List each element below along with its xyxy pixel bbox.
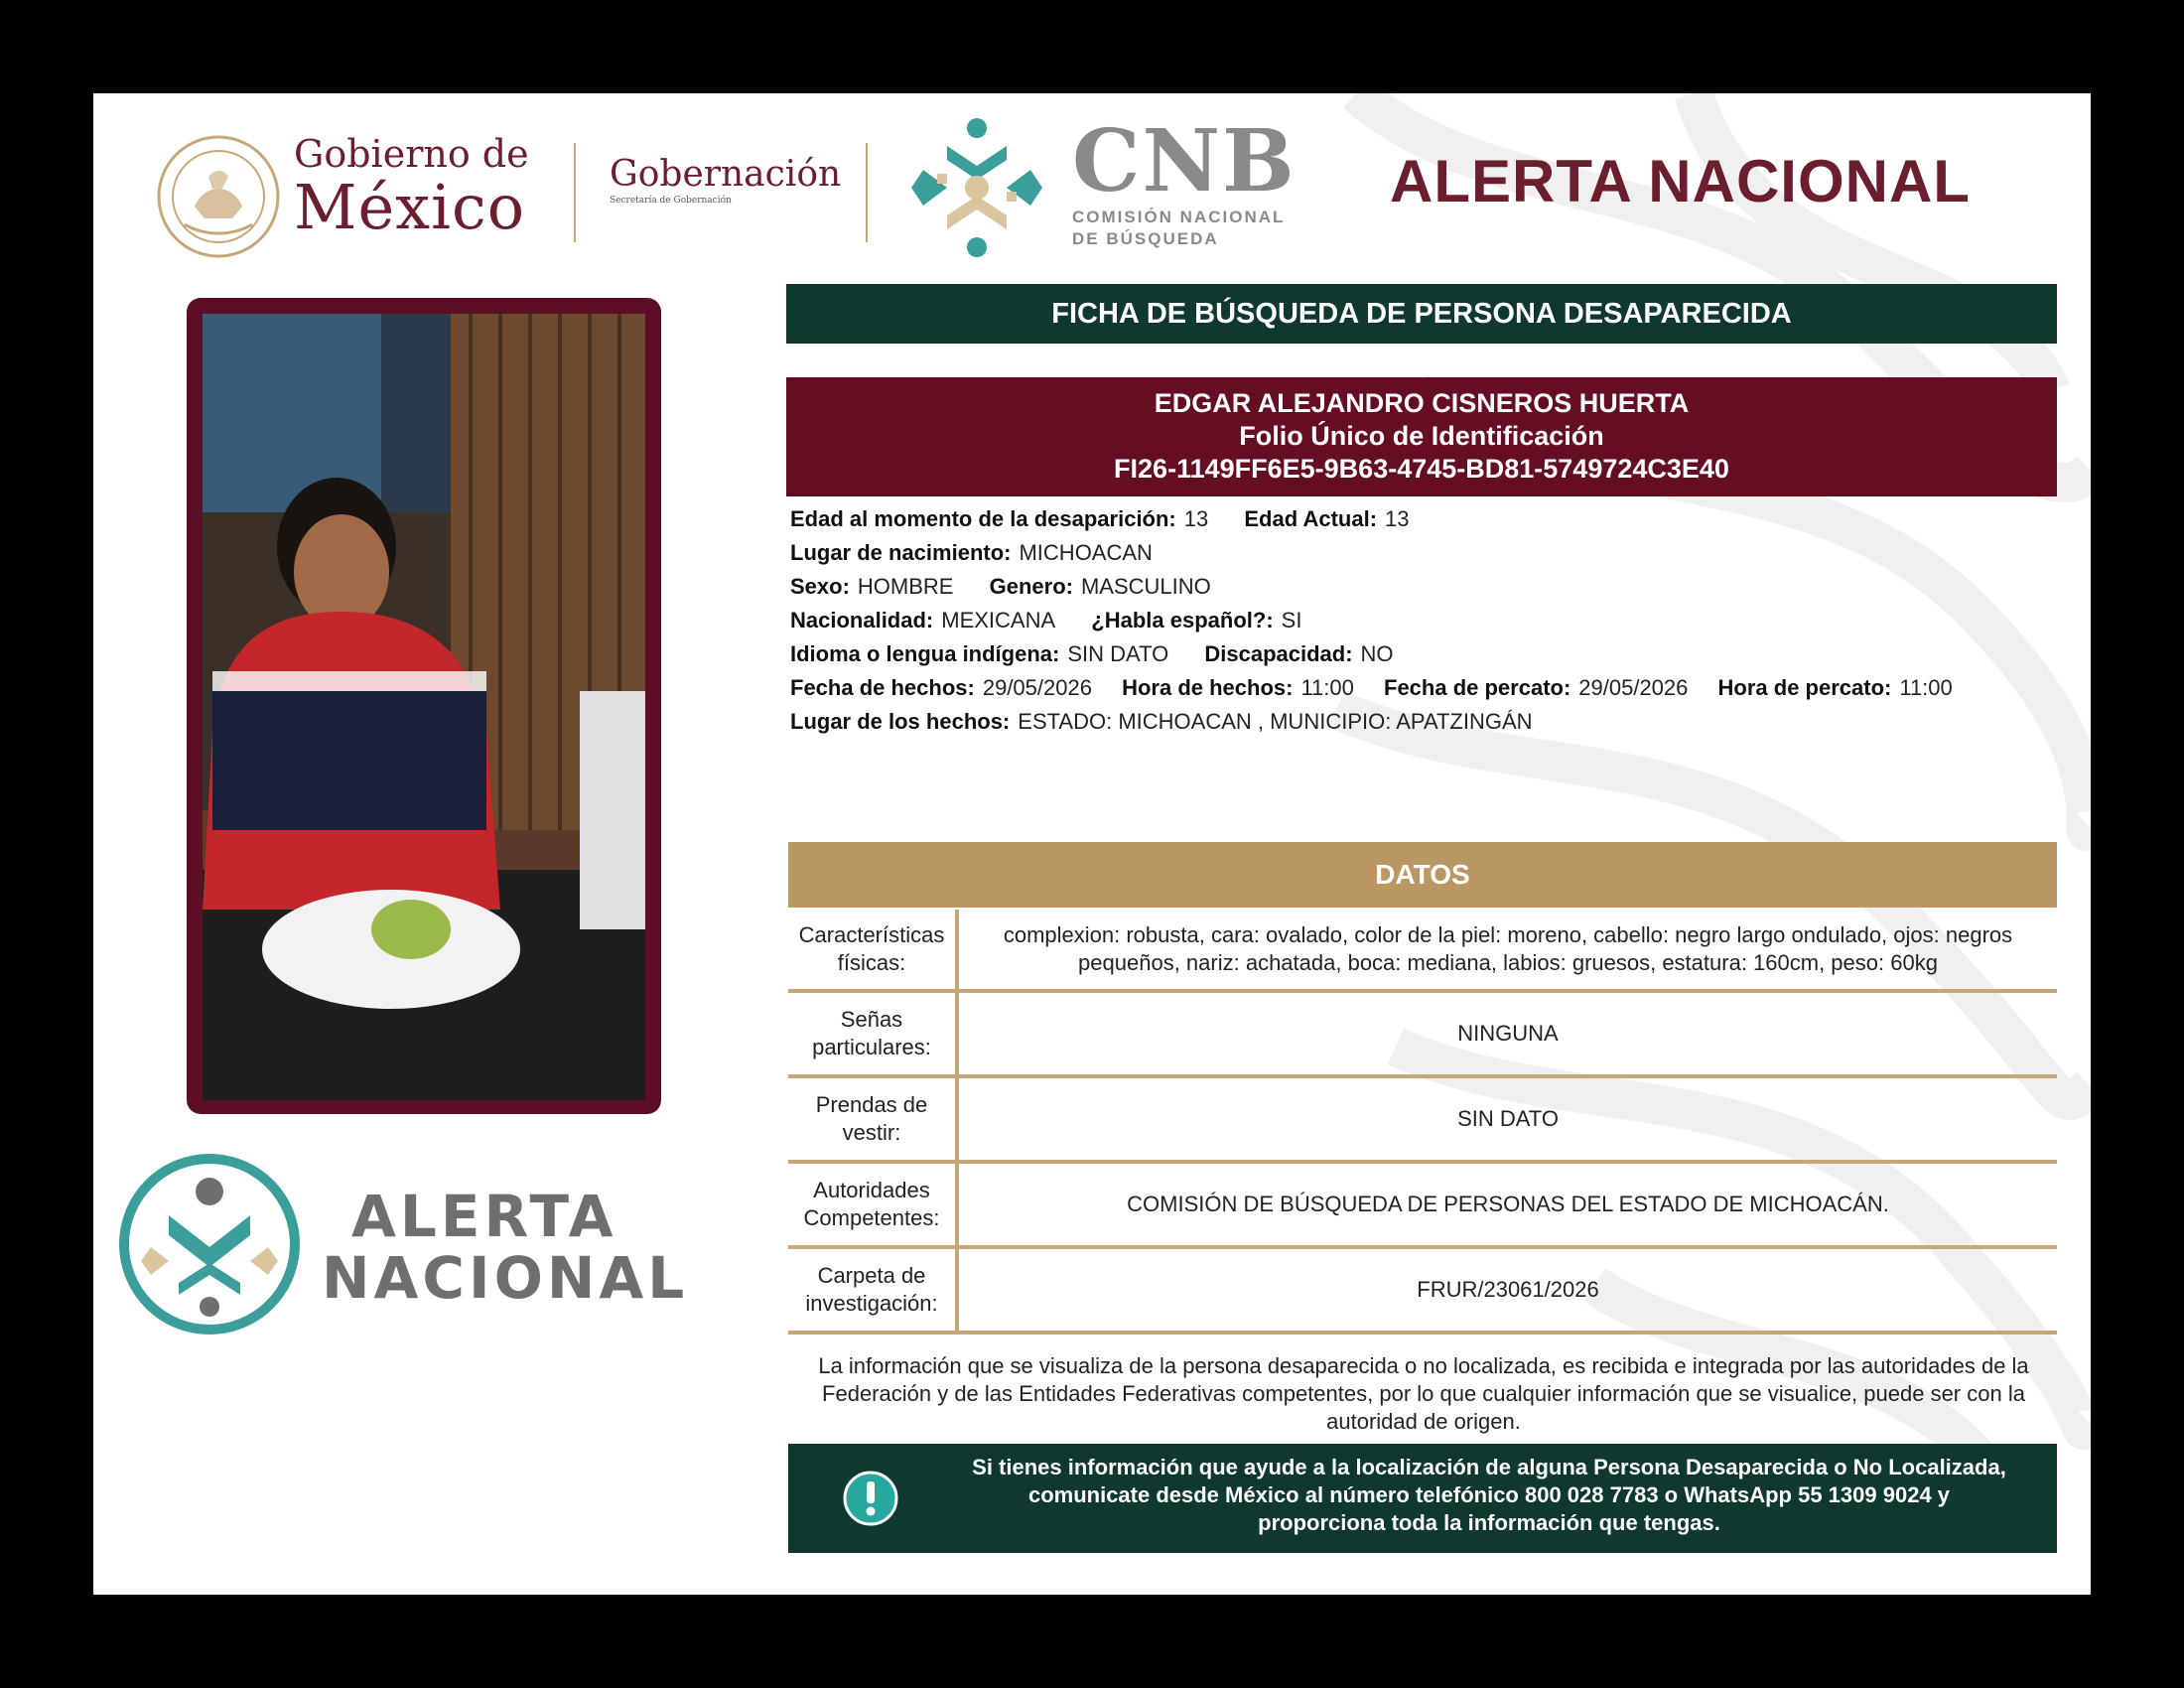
caracteristicas-value: complexion: robusta, cara: ovalado, color de la piel: moreno, cabello: negro largo ondulado, ojos: negros pequeños, nariz: achatada, boca: mediana, labios: gruesos, estatura: 160cm, peso: 60kg <box>1003 922 2013 975</box>
row-label-line: investigación: <box>805 1291 938 1316</box>
row-label <box>788 1078 959 1160</box>
table-row <box>788 910 2057 993</box>
nacionalidad-value: MEXICANA <box>941 608 1056 633</box>
info-row <box>790 502 2061 536</box>
folio-label: Folio Único de Identificación <box>1239 421 1604 451</box>
alerta-nacional-wordmark <box>322 1183 689 1312</box>
cnb-title: CNB <box>1072 111 1297 211</box>
nacionalidad-label: Nacionalidad: <box>790 608 934 633</box>
gobierno-de-text: Gobierno de <box>294 132 529 176</box>
lugar-nacimiento-label: Lugar de nacimiento: <box>790 540 1012 565</box>
info-row <box>790 604 2061 637</box>
prendas-value: SIN DATO <box>1457 1106 1559 1131</box>
edad-actual-value: 13 <box>1385 506 1410 531</box>
disclaimer-text: La información que se visualiza de la persona desaparecida o no localizada, es recibida e integrada por las autoridades de la Federación y de las Entidades Federativas competentes, por lo que cualquier información que se visualice, puede ser con la autoridad de origen. <box>818 1353 2029 1434</box>
table-row <box>788 1078 2057 1164</box>
alerta-nacional-title: ALERTA NACIONAL <box>1390 148 1971 214</box>
person-name: EDGAR ALEJANDRO CISNEROS HUERTA <box>1154 388 1690 418</box>
info-row <box>790 637 2061 671</box>
lugar-hechos-label: Lugar de los hechos: <box>790 709 1011 734</box>
name-block <box>786 377 2057 496</box>
sexo-label: Sexo: <box>790 574 850 599</box>
row-label-line: Señas <box>840 1007 903 1032</box>
row-label-line: Características <box>798 922 945 947</box>
contact-line: proporciona toda la información que tengas. <box>1258 1510 1720 1535</box>
idioma-label: Idioma o lengua indígena: <box>790 641 1060 666</box>
edad-desaparicion-value: 13 <box>1183 506 1209 531</box>
autoridades-value: COMISIÓN DE BÚSQUEDA DE PERSONAS DEL ESTADO DE MICHOACÁN. <box>1127 1192 1889 1216</box>
cnb-logo-icon <box>897 108 1056 267</box>
info-row <box>790 570 2061 604</box>
table-row <box>788 1164 2057 1249</box>
habla-espanol-label: ¿Habla español?: <box>1091 608 1274 633</box>
folio-number: FI26-1149FF6E5-9B63-4745-BD81-5749724C3E40 <box>1114 454 1729 484</box>
discapacidad-value: NO <box>1360 641 1394 666</box>
genero-label: Genero: <box>989 574 1073 599</box>
mexico-text: México <box>294 171 526 243</box>
discapacidad-label: Discapacidad: <box>1204 641 1353 666</box>
ficha-title: FICHA DE BÚSQUEDA DE PERSONA DESAPARECIDA <box>786 284 2057 344</box>
edad-actual-label: Edad Actual: <box>1244 506 1378 531</box>
hora-percato-value: 11:00 <box>1899 675 1953 700</box>
missing-person-photo <box>203 314 645 1100</box>
gobernacion-logo <box>610 155 841 207</box>
cnb-line2: DE BÚSQUEDA <box>1072 229 1219 248</box>
genero-value: MASCULINO <box>1080 574 1211 599</box>
info-row <box>790 705 2061 739</box>
row-label <box>788 993 959 1074</box>
row-label-line: particulares: <box>812 1035 931 1059</box>
row-label <box>788 1164 959 1245</box>
row-label-line: físicas: <box>837 950 906 975</box>
contact-line: comunicate desde México al número telefónico 800 028 7783 o WhatsApp 55 1309 9024 y <box>1027 1482 1951 1507</box>
fecha-percato-value: 29/05/2026 <box>1578 675 1689 700</box>
header-divider <box>574 143 576 242</box>
habla-espanol-value: SI <box>1281 608 1302 633</box>
fecha-percato-label: Fecha de percato: <box>1384 675 1571 700</box>
row-label-line: Prendas de <box>815 1092 928 1117</box>
hora-hechos-value: 11:00 <box>1300 675 1354 700</box>
lugar-nacimiento-value: MICHOACAN <box>1019 540 1153 565</box>
person-info <box>790 502 2061 739</box>
idioma-value: SIN DATO <box>1067 641 1169 666</box>
table-row <box>788 1249 2057 1335</box>
datos-title: DATOS <box>788 842 2057 908</box>
national-seal-icon <box>155 133 282 260</box>
contact-text <box>937 1454 2041 1537</box>
edad-desaparicion-label: Edad al momento de la desaparición: <box>790 506 1176 531</box>
carpeta-value: FRUR/23061/2026 <box>1417 1277 1599 1302</box>
gobierno-de-mexico-logo <box>155 123 572 242</box>
alerta-nacional-logo-icon <box>117 1152 302 1336</box>
photo-frame <box>187 298 661 1114</box>
row-label-line: Carpeta de <box>817 1263 926 1288</box>
cnb-wordmark <box>1072 111 1297 250</box>
row-label <box>788 910 959 989</box>
fecha-hechos-value: 29/05/2026 <box>982 675 1092 700</box>
senas-value: NINGUNA <box>1457 1021 1559 1046</box>
hora-percato-label: Hora de percato: <box>1717 675 1892 700</box>
hora-hechos-label: Hora de hechos: <box>1122 675 1294 700</box>
info-row <box>790 671 2061 705</box>
lugar-hechos-value: ESTADO: MICHOACAN , MUNICIPIO: APATZINGÁN <box>1018 709 1533 734</box>
exclamation-icon <box>842 1470 899 1527</box>
alert-sheet <box>93 93 2091 1595</box>
datos-table <box>788 910 2057 1335</box>
row-label-line: Competentes: <box>803 1205 940 1230</box>
alerta-word: ALERTA <box>351 1183 617 1250</box>
sexo-value: HOMBRE <box>857 574 954 599</box>
gobernacion-subtitle: Secretaría de Gobernación <box>610 196 732 206</box>
row-label-line: vestir: <box>842 1120 901 1145</box>
header <box>93 93 2091 282</box>
fecha-hechos-label: Fecha de hechos: <box>790 675 975 700</box>
contact-bar <box>788 1444 2057 1553</box>
gobernacion-text: Gobernación <box>610 154 842 195</box>
contact-line: Si tienes información que ayude a la localización de alguna Persona Desaparecida o No Localizada, <box>972 1455 2006 1479</box>
nacional-word: NACIONAL <box>322 1244 689 1312</box>
header-divider <box>866 143 868 242</box>
row-label <box>788 1249 959 1331</box>
cnb-line1: COMISIÓN NACIONAL <box>1072 208 1286 226</box>
table-row <box>788 993 2057 1078</box>
row-label-line: Autoridades <box>813 1178 930 1202</box>
info-row <box>790 536 2061 570</box>
